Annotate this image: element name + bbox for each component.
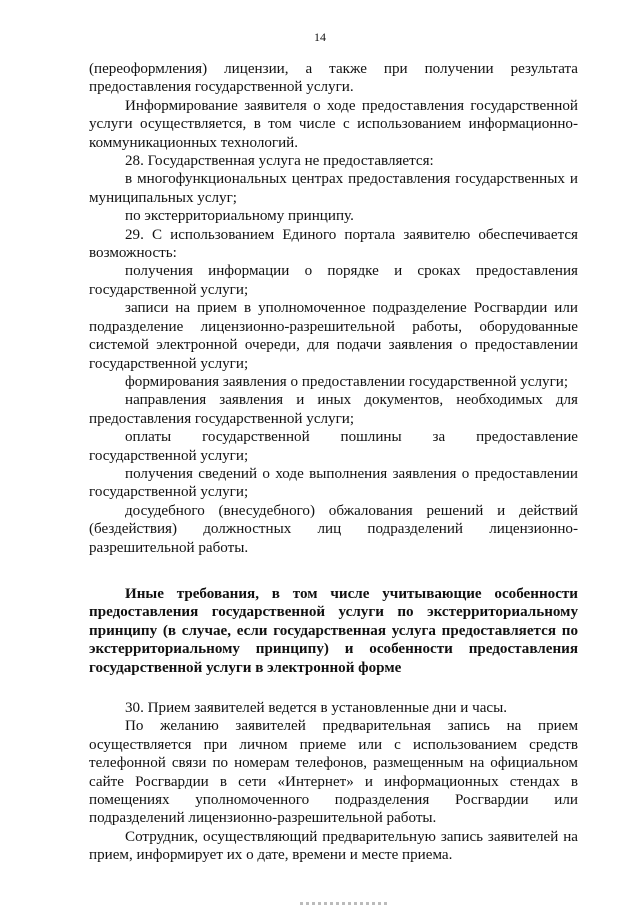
paragraph: Информирование заявителя о ходе предоставления государственной услуги осуществляется, в том числе с использованием информационно-коммуникационных технологий. — [89, 97, 578, 151]
paragraph: 28. Государственная услуга не предоставляется: — [125, 153, 434, 170]
paragraph: 30. Прием заявителей ведется в установленные дни и часы. — [125, 700, 508, 716]
paragraphs-top — [89, 60, 578, 557]
paragraph: в многофункциональных центрах предоставления государственных и муниципальных услуг; — [89, 171, 578, 206]
paragraph: записи на прием в уполномоченное подразделение Росгвардии или подразделение лицензионно-разрешительной работы, оборудованные системой электронной очереди, для подачи заявления о предоставлении государственной услуги; — [89, 300, 578, 372]
document-body — [89, 60, 578, 865]
paragraph: (переоформления) лицензии, а также при получении результата предоставления государственной услуги. — [89, 61, 578, 96]
paragraph: получения сведений о ходе выполнения заявления о предоставлении государственной услуги; — [89, 465, 578, 501]
paragraph: 29. С использованием Единого портала заявителю обеспечивается возможность: — [89, 226, 578, 262]
paragraph: досудебного (внесудебного) обжалования решений и действий (бездействия) должностных лиц подразделений лицензионно-разрешительной работы. — [89, 502, 578, 556]
paragraph: формирования заявления о предоставлении государственной услуги; — [125, 373, 569, 390]
paragraph: Сотрудник, осуществляющий предварительную запись заявителей на прием, информирует их о дате, времени и месте приема. — [89, 828, 578, 864]
paragraphs-bottom — [89, 699, 578, 865]
paragraph: направления заявления и иных документов, необходимых для предоставления государственной услуги; — [89, 392, 578, 427]
paragraph: оплаты государственной пошлины за предоставление государственной услуги; — [89, 429, 578, 464]
paragraph: получения информации о порядке и сроках предоставления государственной услуги; — [89, 263, 578, 298]
paragraph: по экстерриториальному принципу. — [125, 208, 354, 225]
paragraph: По желанию заявителей предварительная запись на прием осуществляется при личном приеме или с использованием средств телефонной связи по номерам телефонов, размещенным на официальном сайте Росгвардии в сети «Интернет» и информационных стендах в помещениях уполномоченного подразделения Росгвардии или подразделений лицензионно-разрешительной работы. — [89, 718, 578, 827]
page-number: 14 — [314, 30, 326, 44]
section-heading: Иные требования, в том числе учитывающие особенности предоставления государственной услуги по экстерриториальному принципу (в случае, если государственная услуга предоставляется по экстерриториальному принципу) и особенности предоставления государственной услуги в электронной форме — [89, 585, 578, 676]
